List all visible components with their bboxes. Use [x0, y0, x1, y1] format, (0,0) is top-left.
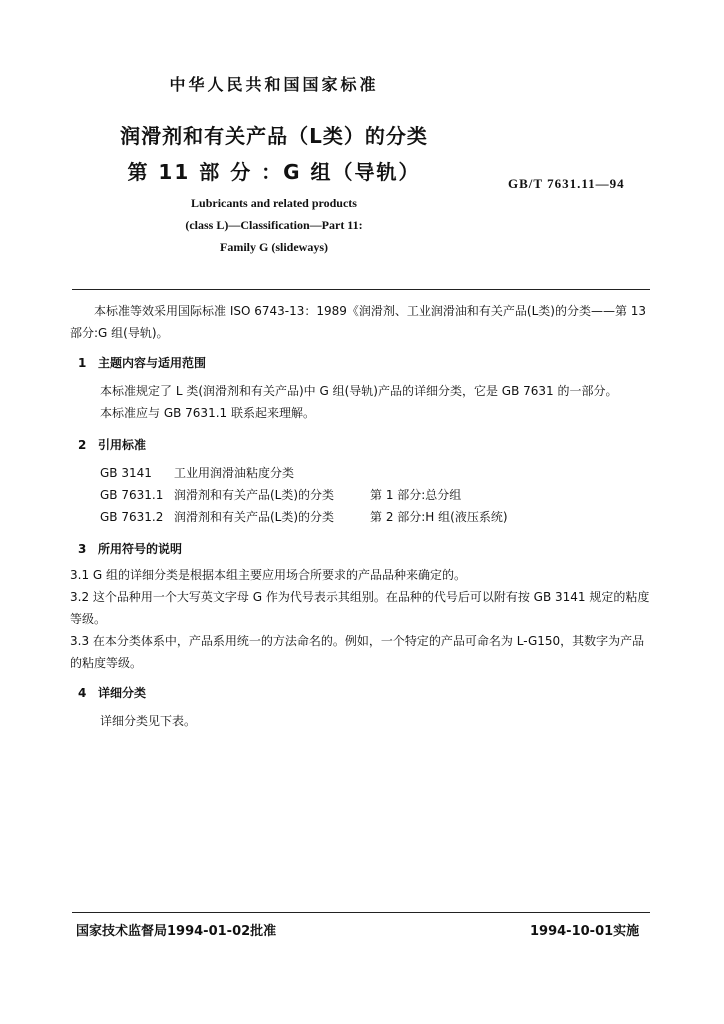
section-3-item-1 [70, 564, 652, 586]
reference-title: 润滑剂和有关产品(L类)的分类 [174, 488, 335, 502]
approval-date: 国家技术监督局1994-01-02批准 [76, 924, 277, 939]
section-2-number: 2 [78, 438, 87, 452]
english-title-line2: (class L)—Classification—Part 11: [185, 218, 363, 232]
bottom-divider [72, 912, 650, 913]
clause-3-1-text: 3.1 G 组的详细分类是根据本组主要应用场合所要求的产品品种来确定的。 [70, 568, 467, 582]
section-1-heading [78, 354, 206, 371]
reference-row [100, 508, 508, 525]
section-4-heading [78, 684, 146, 701]
section-3-title: 所用符号的说明 [98, 542, 183, 556]
document-title-line1: 润滑剂和有关产品（L类）的分类 [120, 124, 428, 148]
english-title-line1: Lubricants and related products [191, 196, 357, 210]
intro-paragraph [70, 300, 652, 344]
clause-3-2-text: 3.2 这个品种用一个大写英文字母 G 作为代号表示其组别。在品种的代号后可以附有按 GB 3141 规定的粘度等级。 [70, 590, 650, 626]
reference-title: 工业用润滑油粘度分类 [174, 466, 295, 480]
section-3-heading [78, 540, 182, 557]
reference-row [100, 486, 461, 503]
clause-3-3-text: 3.3 在本分类体系中，产品系用统一的方法命名的。例如，一个特定的产品可命名为 L-G150，其数字为产品的粘度等级。 [70, 634, 645, 670]
section-3-item-2 [70, 586, 652, 630]
section-4-number: 4 [78, 686, 87, 700]
national-standard-heading: 中华人民共和国国家标准 [169, 75, 379, 94]
section-2-heading [78, 436, 146, 453]
document-title-line2: 第 11 部 分 ：G 组（导轨） [127, 160, 421, 184]
reference-part: 第 1 部分:总分组 [370, 488, 462, 502]
section-1-paragraph-1: 本标准规定了 L 类(润滑剂和有关产品)中 G 组(导轨)产品的详细分类，它是 GB 7631 的一部分。 [100, 384, 618, 398]
section-2-title: 引用标准 [98, 438, 147, 452]
section-1-title: 主题内容与适用范围 [98, 356, 207, 370]
implementation-date: 1994-10-01实施 [530, 924, 640, 939]
intro-text: 本标准等效采用国际标准 ISO 6743-13：1989《润滑剂、工业润滑油和有关产品(L类)的分类——第 13 部分:G 组(导轨)。 [70, 304, 647, 340]
section-3-number: 3 [78, 542, 87, 556]
section-1-number: 1 [78, 356, 87, 370]
section-4-paragraph: 详细分类见下表。 [100, 714, 197, 728]
reference-code: GB 7631.2 [100, 510, 164, 524]
reference-code: GB 7631.1 [100, 488, 164, 502]
standard-code: GB/T 7631.11—94 [508, 176, 625, 191]
reference-row [100, 464, 294, 481]
reference-part: 第 2 部分:H 组(液压系统) [370, 510, 508, 524]
reference-code: GB 3141 [100, 466, 152, 480]
section-1-paragraph-2: 本标准应与 GB 7631.1 联系起来理解。 [100, 406, 315, 420]
top-divider [72, 289, 650, 290]
english-title-line3: Family G (slideways) [220, 240, 328, 254]
reference-title: 润滑剂和有关产品(L类)的分类 [174, 510, 335, 524]
section-3-item-3 [70, 630, 652, 674]
section-4-title: 详细分类 [98, 686, 147, 700]
